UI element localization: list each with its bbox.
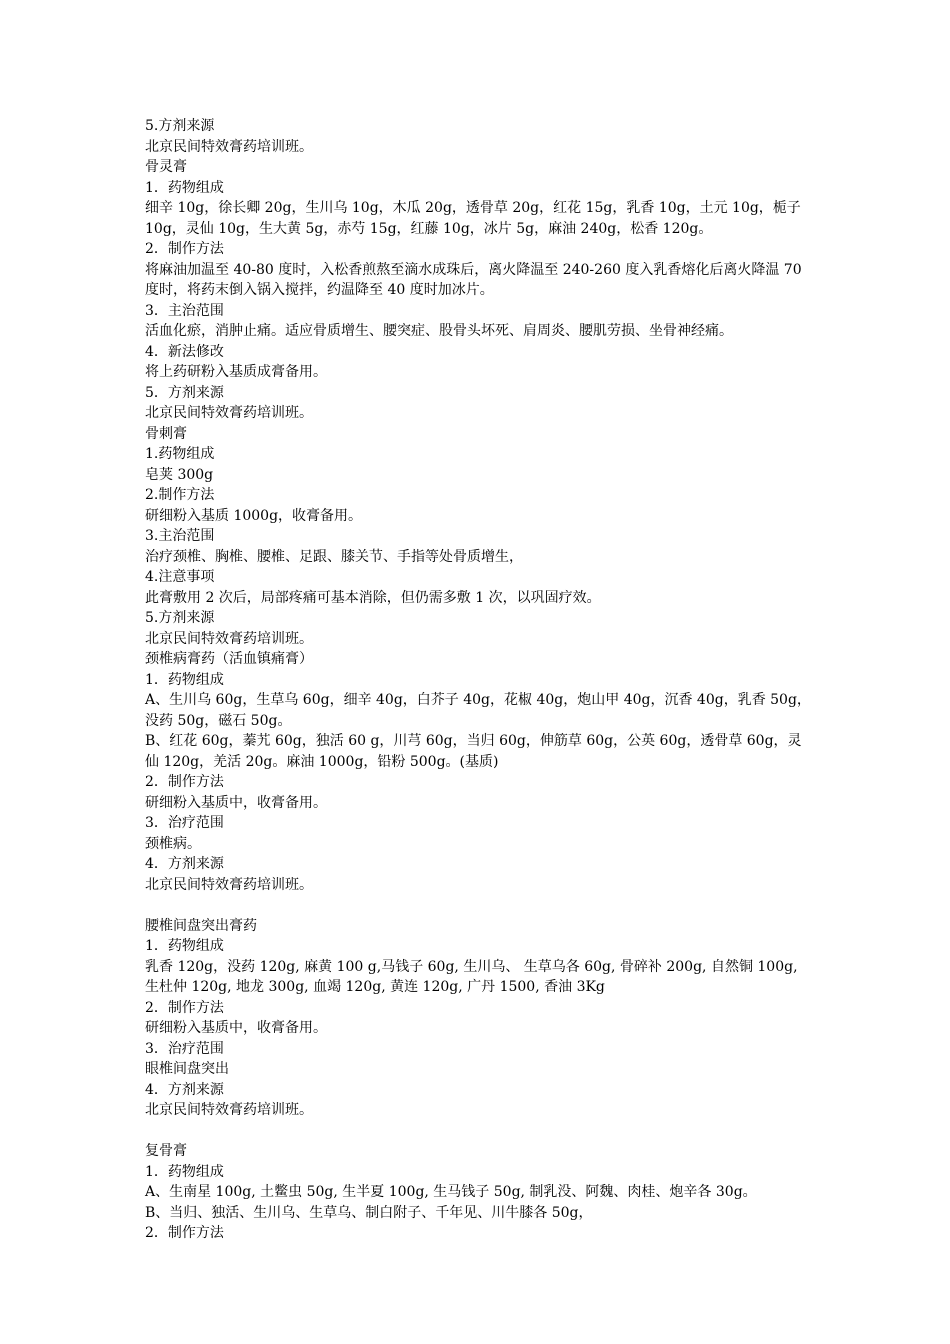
section-heading: 4.注意事项 <box>145 569 215 585</box>
ingredients-text: A、生川乌 60g，生草乌 60g，细辛 40g，白芥子 40g，花椒 40g，炮山甲 40g，沉香 40g，乳香 50g，没药 50g，磁石 50g。 <box>145 692 811 729</box>
section-heading: 4．方剂来源 <box>145 856 224 872</box>
section-heading: 2.制作方法 <box>145 487 215 503</box>
ingredients-text: 乳香 120g，没药 120g, 麻黄 100 g,马钱子 60g, 生川乌、 生草乌各 60g, 骨碎补 200g, 自然铜 100g, 生杜仲 120g, 地龙 300g, 血竭 120g, 黄连 120g, 广丹 1500, 香油 3Kg <box>145 958 798 995</box>
section-heading: 5.方剂来源 <box>145 610 215 626</box>
section-heading: 3．主治范围 <box>145 302 224 319</box>
section-heading: 2．制作方法 <box>145 1225 224 1241</box>
source-text: 北京民间特效膏药培训班。 <box>145 405 313 421</box>
recipe-title: 复骨膏 <box>145 1143 187 1159</box>
recipe-title: 骨灵膏 <box>145 159 187 175</box>
ingredients-text: 细辛 10g，徐长卿 20g，生川乌 10g，木瓜 20g，透骨草 20g，红花 15g，乳香 10g，土元 10g，栀子 10g，灵仙 10g，生大黄 5g，赤芍 15g，红藤 10g，冰片 5g，麻油 240g，松香 120g。 <box>145 200 801 237</box>
method-text: 研细粉入基质中，收膏备用。 <box>145 1020 327 1036</box>
method-text: 研细粉入基质 1000g，收膏备用。 <box>145 507 363 524</box>
indication-text: 治疗颈椎、胸椎、腰椎、足跟、膝关节、手指等处骨质增生， <box>145 548 523 565</box>
section-heading: 1．药物组成 <box>145 938 224 954</box>
method-text: 研细粉入基质中，收膏备用。 <box>145 794 327 811</box>
section-heading: 4．方剂来源 <box>145 1081 224 1098</box>
ingredients-text: B、当归、独活、生川乌、生草乌、制白附子、千年见、川牛膝各 50g， <box>145 1204 593 1221</box>
section-heading: 1.药物组成 <box>145 446 215 462</box>
section-heading: 2．制作方法 <box>145 999 224 1016</box>
source-text: 北京民间特效膏药培训班。 <box>145 138 313 155</box>
indication-text: 眼椎间盘突出 <box>145 1061 229 1077</box>
source-text: 北京民间特效膏药培训班。 <box>145 876 313 893</box>
section-heading: 5.方剂来源 <box>145 118 215 134</box>
ingredients-text: A、生南星 100g, 土鳖虫 50g, 生半夏 100g, 生马钱子 50g, 制乳没、阿魏、肉桂、炮辛各 30g。 <box>145 1184 757 1200</box>
section-heading: 1．药物组成 <box>145 671 224 688</box>
section-heading: 3.主治范围 <box>145 528 215 544</box>
source-text: 北京民间特效膏药培训班。 <box>145 630 313 647</box>
section-heading: 2．制作方法 <box>145 774 224 790</box>
recipe-title: 腰椎间盘突出膏药 <box>145 917 257 934</box>
indication-text: 活血化瘀，消肿止痛。适应骨质增生、腰突症、股骨头坏死、肩周炎、腰肌劳损、坐骨神经痛。 <box>145 323 733 339</box>
section-heading: 1．药物组成 <box>145 1163 224 1180</box>
section-heading: 4．新法修改 <box>145 343 224 360</box>
section-heading: 1．药物组成 <box>145 179 224 196</box>
section-heading: 3．治疗范围 <box>145 815 224 831</box>
section-heading: 5．方剂来源 <box>145 384 224 401</box>
recipe-title: 颈椎病膏药（活血镇痛膏） <box>145 651 313 667</box>
ingredients-text: B、红花 60g，蓁艽 60g，独活 60 g，川芎 60g，当归 60g，伸筋草 60g，公英 60g，透骨草 60g，灵仙 120g，羌活 20g。麻油 1000g，铅粉 500g。(基质) <box>145 733 802 770</box>
blank-line <box>145 1121 813 1142</box>
section-heading: 3．治疗范围 <box>145 1040 224 1057</box>
recipe-title: 骨刺膏 <box>145 425 187 442</box>
source-text: 北京民间特效膏药培训班。 <box>145 1102 313 1118</box>
method-text: 将麻油加温至 40-80 度时，入松香煎熬至滴水成珠后，离火降温至 240-260 度入乳香熔化后离火降温 70 度时，将药末倒入锅入搅拌，约温降至 40 度时加冰片。 <box>145 261 802 298</box>
ingredients-text: 皂荚 300g <box>145 466 214 483</box>
method-text: 将上药研粉入基质成膏备用。 <box>145 364 327 380</box>
indication-text: 颈椎病。 <box>145 835 201 852</box>
section-heading: 2．制作方法 <box>145 241 224 257</box>
notes-text: 此膏敷用 2 次后，局部疼痛可基本消除，但仍需多敷 1 次，以巩固疗效。 <box>145 589 601 606</box>
document-body <box>145 116 813 1244</box>
blank-line <box>145 895 813 916</box>
